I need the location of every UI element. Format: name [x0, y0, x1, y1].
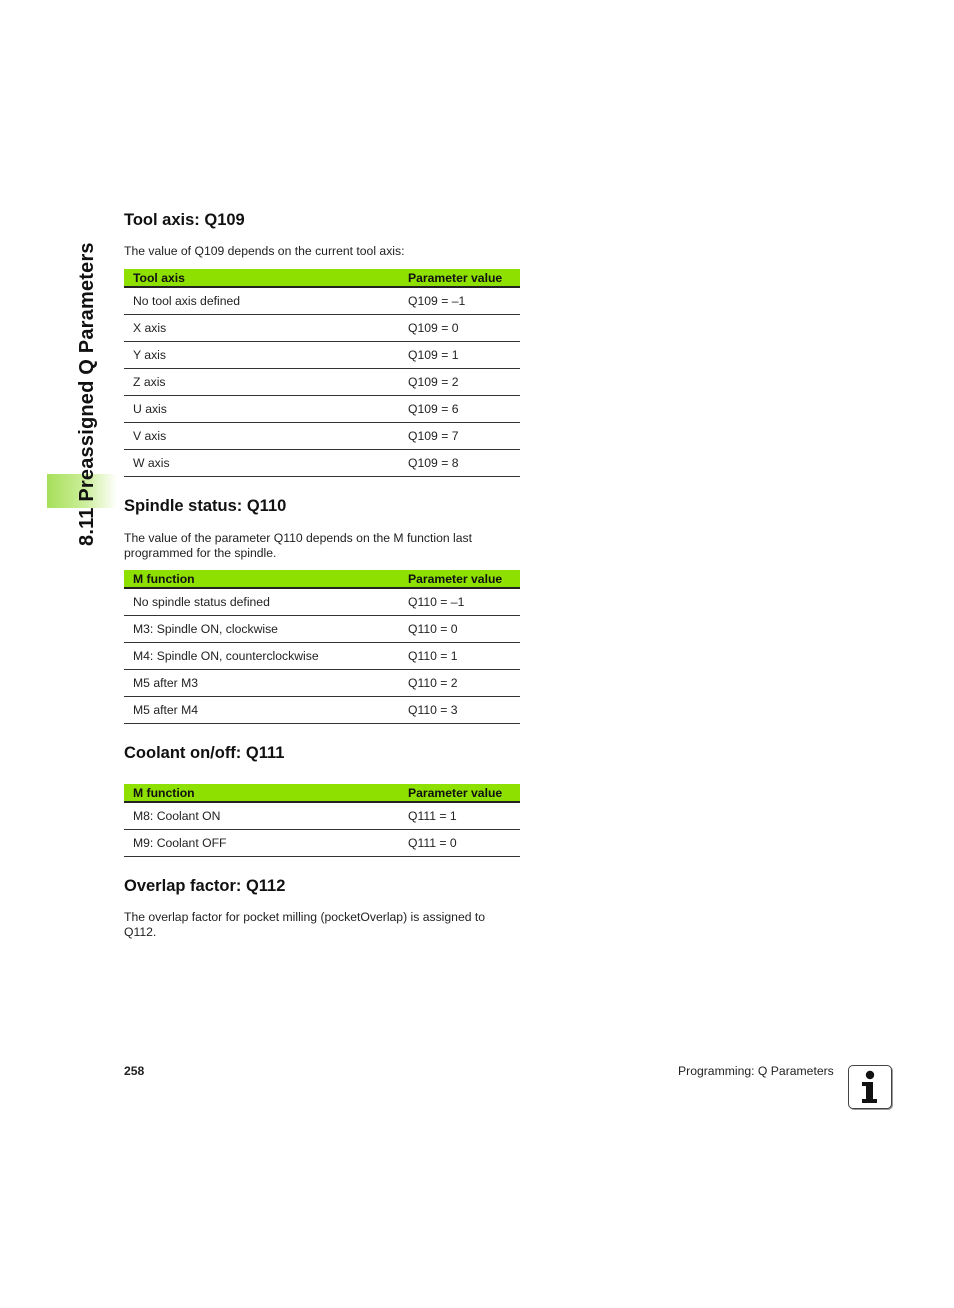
section-desc-q110: The value of the parameter Q110 depends on the M function last programmed for the spindle.: [124, 531, 473, 560]
cell-axis: Z axis: [124, 369, 403, 396]
page-number: 258: [124, 1064, 145, 1078]
cell-axis: W axis: [124, 450, 403, 477]
table-row: [124, 450, 520, 477]
table-row: [124, 315, 520, 342]
section-heading-q111: Coolant on/off: Q111: [124, 744, 285, 762]
cell-value: Q109 = 8: [403, 450, 520, 477]
cell-axis: U axis: [124, 396, 403, 423]
cell-value: Q111 = 0: [403, 830, 520, 857]
cell-value: Q109 = 7: [403, 423, 520, 450]
table-q110: [124, 570, 520, 724]
info-icon: [848, 1065, 892, 1109]
table-row: [124, 697, 520, 724]
column-header-parameter-value: Parameter value: [403, 784, 520, 802]
section-heading-q110: Spindle status: Q110: [124, 497, 287, 515]
cell-axis: V axis: [124, 423, 403, 450]
cell-value: Q110 = 3: [403, 697, 520, 724]
column-header-parameter-value: Parameter value: [403, 570, 520, 588]
table-q109: [124, 269, 520, 477]
column-header-m-function: M function: [124, 784, 403, 802]
table-row: [124, 616, 520, 643]
table-row: [124, 342, 520, 369]
cell-axis: Y axis: [124, 342, 403, 369]
cell-function: M5 after M4: [124, 697, 403, 724]
cell-function: M8: Coolant ON: [124, 802, 403, 830]
cell-value: Q109 = 1: [403, 342, 520, 369]
cell-value: Q109 = 0: [403, 315, 520, 342]
cell-function: M3: Spindle ON, clockwise: [124, 616, 403, 643]
table-row: [124, 396, 520, 423]
column-header-m-function: M function: [124, 570, 403, 588]
cell-value: Q110 = –1: [403, 588, 520, 616]
table-row: [124, 287, 520, 315]
cell-axis: No tool axis defined: [124, 287, 403, 315]
section-desc-q109: The value of Q109 depends on the current tool axis:: [124, 244, 405, 258]
column-header-tool-axis: Tool axis: [124, 269, 403, 287]
table-row: [124, 830, 520, 857]
cell-value: Q109 = –1: [403, 287, 520, 315]
footer-chapter-title: Programming: Q Parameters: [678, 1064, 834, 1078]
table-row: [124, 588, 520, 616]
section-desc-q112: The overlap factor for pocket milling (pocketOverlap) is assigned to Q112.: [124, 910, 486, 939]
cell-value: Q110 = 2: [403, 670, 520, 697]
cell-value: Q109 = 6: [403, 396, 520, 423]
section-heading-q109: Tool axis: Q109: [124, 211, 245, 229]
table-header-row: [124, 269, 520, 287]
cell-function: M5 after M3: [124, 670, 403, 697]
table-row: [124, 643, 520, 670]
cell-value: Q109 = 2: [403, 369, 520, 396]
table-row: [124, 423, 520, 450]
cell-value: Q110 = 1: [403, 643, 520, 670]
table-row: [124, 802, 520, 830]
cell-function: No spindle status defined: [124, 588, 403, 616]
table-header-row: [124, 570, 520, 588]
cell-value: Q110 = 0: [403, 616, 520, 643]
cell-function: M4: Spindle ON, counterclockwise: [124, 643, 403, 670]
chapter-side-title: 8.11 Preassigned Q Parameters: [76, 242, 98, 546]
column-header-parameter-value: Parameter value: [403, 269, 520, 287]
table-header-row: [124, 784, 520, 802]
cell-value: Q111 = 1: [403, 802, 520, 830]
cell-axis: X axis: [124, 315, 403, 342]
table-q111: [124, 784, 520, 857]
table-row: [124, 369, 520, 396]
table-row: [124, 670, 520, 697]
cell-function: M9: Coolant OFF: [124, 830, 403, 857]
section-heading-q112: Overlap factor: Q112: [124, 877, 286, 895]
